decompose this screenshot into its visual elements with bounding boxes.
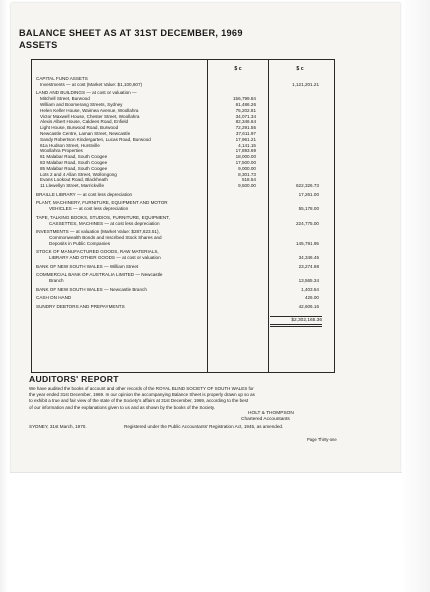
balance-sheet-table — [31, 59, 335, 373]
row-amount-col1: 34,071.34 — [235, 113, 256, 119]
rule-line — [270, 326, 322, 327]
row-label: 85 Malabar Road, South Coogee — [40, 165, 108, 171]
row-amount-col1: 156,799.84 — [233, 96, 256, 102]
row-label: BRAILLE LIBRARY — at cost less depreciation — [36, 191, 133, 197]
section-title-assets: ASSETS — [19, 40, 58, 50]
row-label: 11 Llewellyn Street, Marrickville — [40, 183, 104, 189]
row-label: Victor Maxwell House, Chester Street, Woollahra — [40, 113, 140, 119]
row-label: Newcastle Centre, Laman Street, Newcastle — [40, 131, 131, 136]
row-label: Mitchell Street, Burwood — [40, 96, 90, 102]
rule-line — [270, 316, 322, 317]
rule-line — [270, 324, 322, 325]
row-amount-col2: 145,791.95 — [296, 240, 319, 246]
page-title: BALANCE SHEET AS AT 31ST DECEMBER, 1969 — [19, 28, 243, 38]
row-label: Commonwealth Bonds and Inscribed Stock Shares and — [49, 235, 162, 240]
column-header-dollars-1: $ c — [234, 66, 242, 72]
row-label: CAPITAL FUND ASSETS — [36, 76, 88, 81]
row-amount-col1: 9,000.00 — [238, 165, 256, 171]
row-label: BANK OF NEW SOUTH WALES — William Street — [36, 263, 139, 269]
row-label: LAND AND BUILDINGS — at cost or valuation — — [36, 90, 137, 96]
row-amount-col1: 518.54 — [241, 177, 256, 183]
row-amount-col2: 622,326.73 — [296, 183, 319, 189]
row-label: 81 Malabar Road, South Coogee — [40, 154, 108, 160]
row-label: COMMERCIAL BANK OF AUSTRALIA LIMITED — Newcastle — [36, 272, 163, 278]
column-header-dollars-2: $ c — [296, 66, 304, 72]
page-number: Page Thirty-one — [307, 437, 337, 442]
row-label: INVESTMENTS — at valuation (Market Value: $287,623.51), — [36, 229, 160, 235]
row-label: SUNDRY DEBTORS AND PREPAYMENTS — [36, 304, 125, 309]
row-label: Helen Keller House, Waimea Avenue, Woollahra — [40, 107, 139, 113]
row-label: PLANT, MACHINERY, FURNITURE, EQUIPMENT AND MOTOR — [36, 200, 168, 206]
row-label: TAPE, TALKING BOOKS, STUDIOS, FURNITURE, EQUIPMENT, — [36, 214, 170, 220]
row-amount-col1: 37,611.97 — [235, 131, 256, 136]
row-amount-col2: 34,346.45 — [298, 255, 319, 261]
auditor-firm: HOLT & THOMPSON — [248, 411, 294, 416]
row-label: Deposits in Public Companies — [49, 240, 111, 246]
report-line: the year ended 31st December, 1969. In our opinion the accompanying Balance Sheet is properly drawn up so as — [29, 392, 255, 398]
row-amount-col1: 17,961.21 — [235, 136, 256, 142]
row-amount-col1: 8,301.73 — [238, 171, 256, 177]
row-amount-col1: 17,500.00 — [235, 160, 256, 165]
row-amount-col2: 224,775.00 — [296, 220, 319, 226]
auditors-report-heading: AUDITORS' REPORT — [29, 374, 119, 384]
row-amount-col2: 23,274.98 — [298, 263, 319, 269]
row-label: Investments — at cost (Market Value: $1,100,607) — [40, 81, 143, 87]
row-label: Woollahra Properties — [40, 148, 83, 154]
row-label: 83 Malabar Road, South Coogee — [40, 160, 108, 165]
row-amount-col2: 42,606.16 — [298, 304, 319, 309]
report-line: to exhibit a true and fair view of the state of the Society's affairs at 31st December, 1969, according to the best — [29, 398, 249, 404]
auditor-title: Chartered Accountants — [241, 417, 290, 422]
row-amount-col2: 55,178.00 — [298, 206, 319, 212]
row-label: Branch — [49, 278, 64, 284]
row-amount-col1: 75,202.81 — [235, 107, 256, 113]
auditors-report-text — [29, 386, 339, 411]
row-amount-col1: 9,500.00 — [238, 183, 256, 189]
row-label: Light House, Burwood Road, Burwood — [40, 125, 119, 131]
registration-note: Registered under the Public Accountants' Registration Act, 1945, as amended. — [124, 424, 284, 429]
row-amount-col1: 18,000.00 — [235, 154, 256, 160]
row-amount-col2: 426.00 — [304, 295, 319, 301]
row-label: William and Boomerang Streets, Sydney — [40, 102, 123, 107]
report-line: We have audited the books of account and other records of the ROYAL BLIND SOCIETY OF SOUTH WALES for — [29, 386, 254, 391]
row-amount-col1: 72,291.55 — [235, 125, 256, 131]
row-label: Lots 2 and 4 Allan Street, Wollongong — [40, 171, 117, 177]
row-amount-col1: 17,893.69 — [235, 148, 256, 154]
grand-total: $2,302,165.36 — [291, 317, 322, 323]
row-label: CASH ON HAND — [36, 295, 72, 301]
row-amount-col2: 17,261.00 — [298, 191, 319, 197]
row-label: BANK OF NEW SOUTH WALES — Newcastle Branch — [36, 286, 147, 292]
row-amount-col1: 61,486.26 — [235, 102, 256, 107]
row-label: STOCK OF MANUFACTURED GOODS, RAW MATERIALS, — [36, 249, 159, 255]
total-block — [270, 316, 322, 328]
row-amount-col1: 82,346.64 — [235, 119, 256, 125]
blank-lower-area — [10, 472, 402, 543]
report-line: of our information and the explanations given to us and as shown by the books of the Society. — [29, 404, 216, 410]
row-label: Evans Lookout Road, Blackheath — [40, 177, 108, 183]
row-label: CASSETTES, MACHINES — at cost less depreciation — [49, 220, 160, 226]
row-label: LIBRARY AND OTHER GOODS — at cost or valuation — [49, 255, 161, 261]
column-divider — [268, 60, 269, 372]
row-amount-col2: 1,403.54 — [301, 286, 319, 292]
row-label: VEHICLES — at cost less depreciation — [49, 206, 129, 212]
place-date: SYDNEY, 31st March, 1970. — [29, 424, 87, 429]
row-label: Alexis Albert House, Caldees Road, Enfield — [40, 119, 129, 125]
row-amount-col2: 13,565.34 — [298, 278, 319, 284]
row-label: Sandy Robertson Kindergarten, Lucas Road, Burwood — [40, 136, 151, 142]
row-amount-col1: 4,141.15 — [238, 142, 256, 148]
row-label: 61a Hudson Street, Hurstville — [40, 142, 100, 148]
row-amount-col2: 1,121,201.21 — [292, 81, 319, 87]
